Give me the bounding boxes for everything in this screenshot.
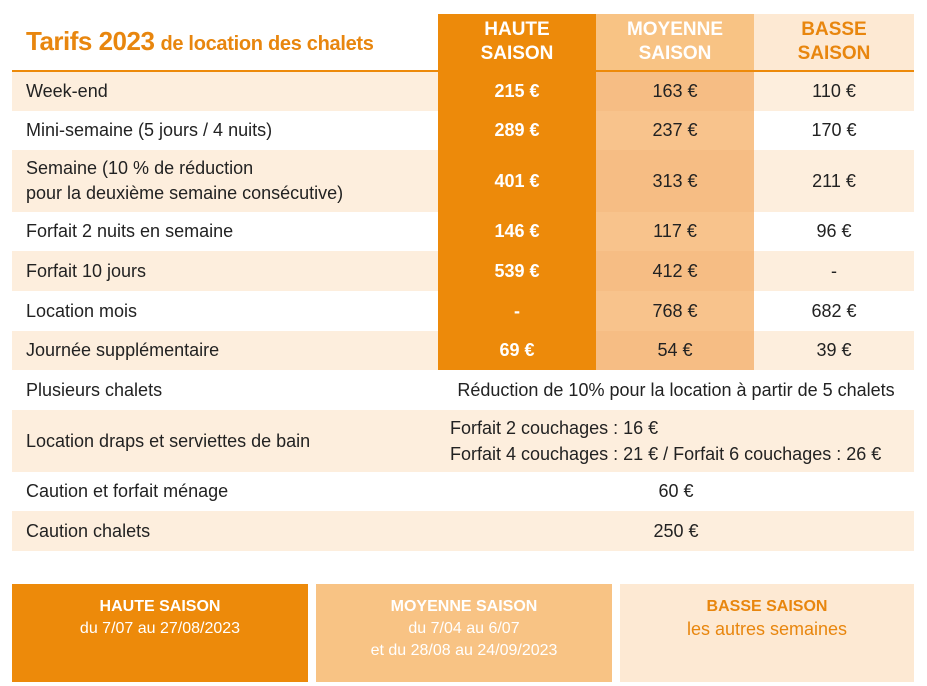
header-basse-line1: BASSE xyxy=(801,19,867,40)
table-row xyxy=(12,251,914,291)
header-basse-line2: SAISON xyxy=(797,43,871,64)
cell-span-line: Forfait 4 couchages : 21 € / Forfait 6 couchages : 26 € xyxy=(450,444,882,464)
header-haute-saison xyxy=(438,14,596,70)
row-label xyxy=(26,331,219,370)
legend-moyenne-dates: du 7/04 au 6/07 xyxy=(408,620,520,637)
row-label-text: Mini-semaine (5 jours / 4 nuits) xyxy=(26,120,273,140)
cell-moyenne: 54 € xyxy=(596,331,754,370)
row-label xyxy=(26,370,162,410)
row-label-text: Location mois xyxy=(26,300,138,321)
row-label xyxy=(26,472,228,511)
table-row xyxy=(12,331,914,370)
cell-haute: 146 € xyxy=(438,212,596,251)
legend-moyenne-title: MOYENNE SAISON xyxy=(390,598,538,615)
cell-moyenne: 313 € xyxy=(596,150,754,212)
cell-basse: 96 € xyxy=(816,221,852,241)
page-title xyxy=(26,26,374,66)
row-label-text: Journée supplémentaire xyxy=(26,340,220,360)
cell-haute: 539 € xyxy=(438,251,596,291)
cell-basse: 211 € xyxy=(812,170,856,191)
table-row xyxy=(12,111,914,150)
cell-haute: 69 € xyxy=(438,331,596,370)
table-row xyxy=(12,212,914,251)
cell-moyenne: 117 € xyxy=(596,212,754,251)
table-row xyxy=(12,410,914,472)
legend-basse-dates: les autres semaines xyxy=(686,619,848,639)
row-label-text: Caution chalets xyxy=(26,520,151,541)
row-label-text: Forfait 10 jours xyxy=(26,260,147,281)
row-label-text: Week-end xyxy=(26,81,108,101)
table-row xyxy=(12,150,914,212)
row-label xyxy=(26,72,108,111)
row-label-text: Plusieurs chalets xyxy=(26,379,163,400)
legend-haute-title: HAUTE SAISON xyxy=(99,598,221,615)
cell-moyenne: 163 € xyxy=(596,72,754,111)
cell-basse: - xyxy=(831,260,837,281)
table-row xyxy=(12,472,914,511)
cell-span: Réduction de 10% pour la location à partir de 5 chalets xyxy=(457,379,895,400)
row-label-text: Caution et forfait ménage xyxy=(26,481,229,501)
cell-haute: - xyxy=(438,291,596,331)
cell-haute: 401 € xyxy=(438,150,596,212)
header-haute-line1: HAUTE xyxy=(484,19,550,40)
cell-moyenne: 237 € xyxy=(596,111,754,150)
header-moyenne-line2: SAISON xyxy=(638,43,712,64)
cell-haute: 289 € xyxy=(438,111,596,150)
cell-span-line: Forfait 2 couchages : 16 € xyxy=(450,418,659,438)
legend-haute-saison xyxy=(12,584,308,682)
table-row xyxy=(12,72,914,111)
cell-haute: 215 € xyxy=(438,72,596,111)
legend-moyenne-saison xyxy=(316,584,612,682)
legend-basse-saison xyxy=(620,584,914,682)
row-label xyxy=(26,291,137,331)
title-main: Tarifs 2023 xyxy=(26,26,155,56)
row-label-text: Forfait 2 nuits en semaine xyxy=(26,221,234,241)
cell-basse: 110 € xyxy=(812,81,856,101)
row-label xyxy=(26,111,272,150)
table-row xyxy=(12,370,914,410)
header-moyenne-line1: MOYENNE xyxy=(626,19,724,40)
row-label-text: Location draps et serviettes de bain xyxy=(26,430,311,451)
legend-moyenne-dates: et du 28/08 au 24/09/2023 xyxy=(370,642,558,659)
cell-basse: 170 € xyxy=(811,120,857,140)
row-label xyxy=(26,150,343,212)
cell-basse: 682 € xyxy=(811,300,857,321)
cell-span: 250 € xyxy=(653,520,699,541)
title-sub: de location des chalets xyxy=(160,33,374,55)
header-moyenne-saison xyxy=(596,14,754,70)
cell-span: 60 € xyxy=(658,481,694,501)
cell-moyenne: 768 € xyxy=(596,291,754,331)
cell-span xyxy=(450,410,914,472)
header-basse-saison xyxy=(754,14,914,70)
header-haute-line2: SAISON xyxy=(480,43,554,64)
table-row xyxy=(12,511,914,551)
row-label-text: Semaine (10 % de réduction xyxy=(26,158,254,178)
row-label xyxy=(26,251,146,291)
row-label xyxy=(26,212,233,251)
legend-basse-title: BASSE SAISON xyxy=(706,598,828,615)
table-row xyxy=(12,291,914,331)
row-label-text: pour la deuxième semaine consécutive) xyxy=(26,183,344,203)
row-label xyxy=(26,410,310,472)
legend-haute-dates: du 7/07 au 27/08/2023 xyxy=(79,620,241,637)
cell-moyenne: 412 € xyxy=(596,251,754,291)
cell-basse: 39 € xyxy=(816,340,852,360)
row-label xyxy=(26,511,150,551)
